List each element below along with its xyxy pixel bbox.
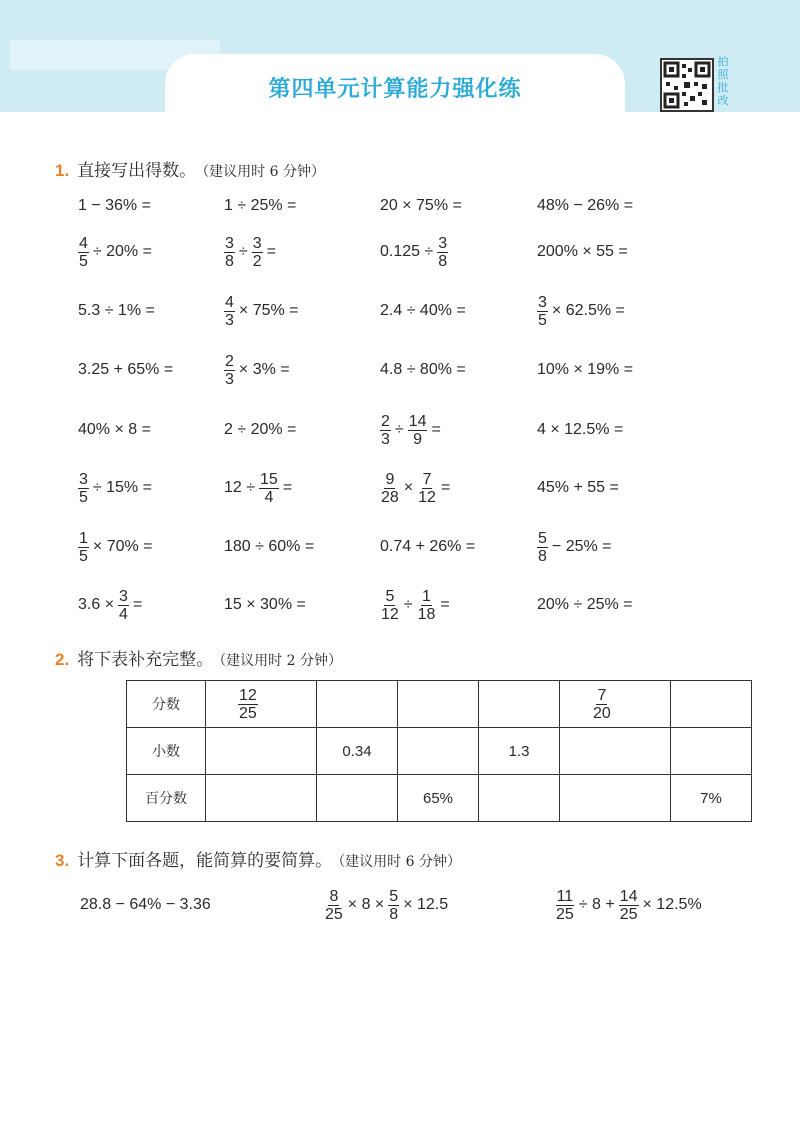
expr-text: 10% × 19% =	[537, 361, 634, 378]
fraction-numerator: 14	[408, 412, 427, 430]
expr-text: ÷	[403, 596, 413, 613]
fraction	[224, 294, 235, 329]
conversion-table	[126, 680, 752, 822]
fraction-denominator: 5	[538, 311, 547, 329]
expr-text: 45% + 55 =	[537, 479, 619, 496]
fraction	[224, 235, 235, 270]
fraction-numerator: 5	[538, 529, 547, 547]
expr-text: 180 ÷ 60% =	[224, 538, 315, 555]
table-cell[interactable]	[479, 681, 560, 728]
math-problem	[222, 468, 294, 508]
expr-text: 28.8 − 64% − 3.36	[80, 896, 211, 913]
simplify-problem	[322, 885, 450, 925]
table-row	[127, 775, 752, 822]
math-problem	[378, 527, 477, 567]
table-row	[127, 681, 752, 728]
math-problem	[222, 350, 292, 390]
table-cell[interactable]	[398, 728, 479, 775]
fraction-numerator: 5	[389, 887, 399, 905]
fraction-numerator: 1	[79, 529, 88, 547]
fraction-denominator: 4	[264, 488, 274, 506]
qr-code-icon[interactable]	[660, 58, 714, 112]
math-problem	[378, 232, 450, 272]
expr-text: ÷ 15% =	[92, 479, 152, 496]
expr-text: × 8 ×	[347, 896, 385, 913]
fraction	[380, 413, 391, 448]
math-problem	[76, 232, 154, 272]
expr-text: 4 × 12.5% =	[537, 421, 624, 438]
fraction	[555, 888, 575, 923]
fraction-denominator: 4	[119, 605, 128, 623]
math-problem	[535, 350, 635, 390]
expr-text: × 12.5%	[642, 896, 702, 913]
expr-text: ÷	[238, 243, 248, 260]
fraction-denominator: 12	[381, 605, 399, 623]
qr-side-label: 拍 照 批 改	[717, 55, 729, 107]
fraction-denominator: 3	[225, 311, 234, 329]
expr-text: 20% ÷ 25% =	[537, 596, 633, 613]
fraction	[537, 530, 548, 565]
fraction-denominator: 25	[325, 905, 343, 923]
fraction-denominator: 28	[381, 488, 399, 506]
math-problem	[535, 468, 621, 508]
fraction	[619, 888, 639, 923]
fraction-numerator: 7	[422, 470, 432, 488]
expr-text: =	[282, 479, 293, 496]
table-cell[interactable]	[560, 728, 671, 775]
expr-text: 20 × 75% =	[380, 197, 462, 214]
fraction-numerator: 5	[385, 587, 395, 605]
table-cell[interactable]	[206, 728, 317, 775]
math-problem	[76, 291, 157, 331]
fraction	[78, 235, 89, 270]
math-problem	[76, 410, 153, 450]
expr-text: ÷ 8 +	[578, 896, 615, 913]
math-problem	[378, 585, 452, 625]
table-cell[interactable]	[560, 775, 671, 822]
fraction	[417, 471, 437, 506]
expr-text: 5.3 ÷ 1% =	[78, 302, 155, 319]
expr-text: 48% − 26% =	[537, 197, 634, 214]
section-3-heading: 3. 计算下面各题，能简算的要简算。 （建议用时 6 分钟）	[55, 851, 461, 871]
fraction-numerator: 12	[239, 686, 257, 704]
expr-text: 4.8 ÷ 80% =	[380, 361, 466, 378]
fraction-denominator: 20	[593, 704, 611, 722]
fraction-denominator: 25	[239, 704, 257, 722]
fraction-denominator: 25	[556, 905, 574, 923]
math-problem	[535, 585, 635, 625]
table-cell[interactable]	[317, 775, 398, 822]
math-problem	[535, 291, 627, 331]
expr-text: 0.74 + 26% =	[380, 538, 476, 555]
table-cell[interactable]: 7%	[671, 775, 752, 822]
fraction-numerator: 3	[538, 293, 547, 311]
expr-text: ×	[403, 479, 414, 496]
section-1-heading: 1. 直接写出得数。 （建议用时 6 分钟）	[55, 161, 325, 181]
expr-text: =	[266, 243, 276, 260]
fraction-numerator: 2	[225, 352, 234, 370]
fraction-numerator: 14	[619, 887, 638, 905]
math-problem	[76, 186, 153, 226]
fraction	[238, 687, 258, 722]
row-header: 百分数	[127, 775, 206, 822]
math-problem	[378, 186, 464, 226]
fraction-numerator: 11	[556, 887, 574, 905]
expr-text: =	[440, 479, 451, 496]
fraction-denominator: 5	[79, 252, 88, 270]
math-problem	[222, 186, 298, 226]
table-cell[interactable]	[671, 728, 752, 775]
expr-text: =	[132, 596, 143, 613]
table-cell[interactable]	[671, 681, 752, 728]
expr-text: × 62.5% =	[551, 302, 625, 319]
fraction	[252, 235, 263, 270]
math-problem	[535, 410, 625, 450]
page-title: 第四单元计算能力强化练	[268, 77, 522, 102]
fraction-denominator: 8	[389, 905, 399, 923]
fraction-numerator: 4	[79, 234, 88, 252]
fraction	[380, 471, 400, 506]
simplify-problem	[553, 885, 704, 925]
math-problem	[378, 410, 443, 450]
math-problem	[222, 291, 301, 331]
fraction	[437, 235, 448, 270]
table-cell[interactable]	[479, 775, 560, 822]
fraction	[259, 471, 279, 506]
expr-text: 3.25 + 65% =	[78, 361, 174, 378]
table-cell[interactable]	[560, 681, 671, 728]
fraction	[592, 687, 612, 722]
math-problem	[378, 468, 452, 508]
math-problem	[378, 350, 468, 390]
expr-text: 0.125 ÷	[380, 243, 434, 260]
fraction-denominator: 3	[381, 430, 390, 448]
expr-text: 40% × 8 =	[78, 421, 151, 438]
table-cell[interactable]	[206, 775, 317, 822]
fraction	[537, 294, 548, 329]
expr-text: 2.4 ÷ 40% =	[380, 302, 466, 319]
math-problem	[378, 291, 468, 331]
fraction-numerator: 3	[252, 234, 262, 252]
math-problem	[535, 527, 614, 567]
fraction-denominator: 3	[225, 370, 234, 388]
table-cell[interactable]: 65%	[398, 775, 479, 822]
table-cell[interactable]: 0.34	[317, 728, 398, 775]
fraction-denominator: 25	[619, 905, 638, 923]
fraction-denominator: 9	[413, 430, 423, 448]
math-problem	[222, 527, 316, 567]
fraction-denominator: 2	[252, 252, 262, 270]
fraction-numerator: 9	[385, 470, 395, 488]
expr-text: 2 ÷ 20% =	[224, 421, 297, 438]
expr-text: 3.6 ×	[78, 596, 115, 613]
fraction-denominator: 12	[418, 488, 436, 506]
fraction	[224, 353, 235, 388]
fraction	[388, 888, 399, 923]
fraction-numerator: 3	[79, 470, 88, 488]
row-header: 分数	[127, 681, 206, 728]
simplify-problem	[78, 885, 213, 925]
math-problem	[76, 585, 144, 625]
expr-text: × 75% =	[238, 302, 299, 319]
expr-text: 15 × 30% =	[224, 596, 306, 613]
expr-text: ÷	[394, 421, 404, 438]
fraction-denominator: 18	[417, 605, 436, 623]
expr-text: =	[431, 421, 441, 438]
fraction-denominator: 8	[538, 547, 547, 565]
fraction-denominator: 5	[79, 488, 88, 506]
math-problem	[222, 585, 308, 625]
fraction-denominator: 8	[225, 252, 234, 270]
expr-text: 12 ÷	[224, 479, 256, 496]
table-cell[interactable]	[317, 681, 398, 728]
fraction-denominator: 8	[438, 252, 448, 270]
expr-text: =	[440, 596, 450, 613]
fraction	[408, 413, 428, 448]
fraction	[417, 588, 437, 623]
expr-text: × 3% =	[238, 361, 290, 378]
math-problem	[76, 350, 175, 390]
fraction	[78, 471, 89, 506]
expr-text: 1 − 36% =	[78, 197, 151, 214]
expr-text: − 25% =	[551, 538, 612, 555]
fraction-numerator: 4	[225, 293, 234, 311]
fraction-numerator: 3	[119, 587, 128, 605]
math-problem	[535, 186, 635, 226]
fraction-numerator: 8	[329, 887, 339, 905]
fraction-numerator: 2	[381, 412, 390, 430]
math-problem	[76, 527, 155, 567]
fraction	[324, 888, 344, 923]
expr-text: 1 ÷ 25% =	[224, 197, 297, 214]
expr-text: ÷ 20% =	[92, 243, 152, 260]
row-header: 小数	[127, 728, 206, 775]
fraction-numerator: 15	[260, 470, 278, 488]
fraction-numerator: 3	[438, 234, 448, 252]
fraction-denominator: 5	[79, 547, 88, 565]
fraction	[78, 530, 89, 565]
fraction	[118, 588, 129, 623]
fraction-numerator: 7	[597, 686, 607, 704]
table-cell[interactable]	[398, 681, 479, 728]
math-problem	[222, 232, 278, 272]
expr-text: × 12.5	[403, 896, 449, 913]
math-problem	[535, 232, 630, 272]
section-2-heading: 2. 将下表补充完整。 （建议用时 2 分钟）	[55, 650, 342, 670]
fraction-numerator: 1	[422, 587, 431, 605]
math-problem	[222, 410, 298, 450]
table-cell[interactable]	[206, 681, 317, 728]
fraction	[380, 588, 400, 623]
expr-text: × 70% =	[92, 538, 153, 555]
math-problem	[76, 468, 154, 508]
fraction-numerator: 3	[225, 234, 234, 252]
expr-text: 200% × 55 =	[537, 243, 628, 260]
table-row	[127, 728, 752, 775]
table-cell[interactable]: 1.3	[479, 728, 560, 775]
